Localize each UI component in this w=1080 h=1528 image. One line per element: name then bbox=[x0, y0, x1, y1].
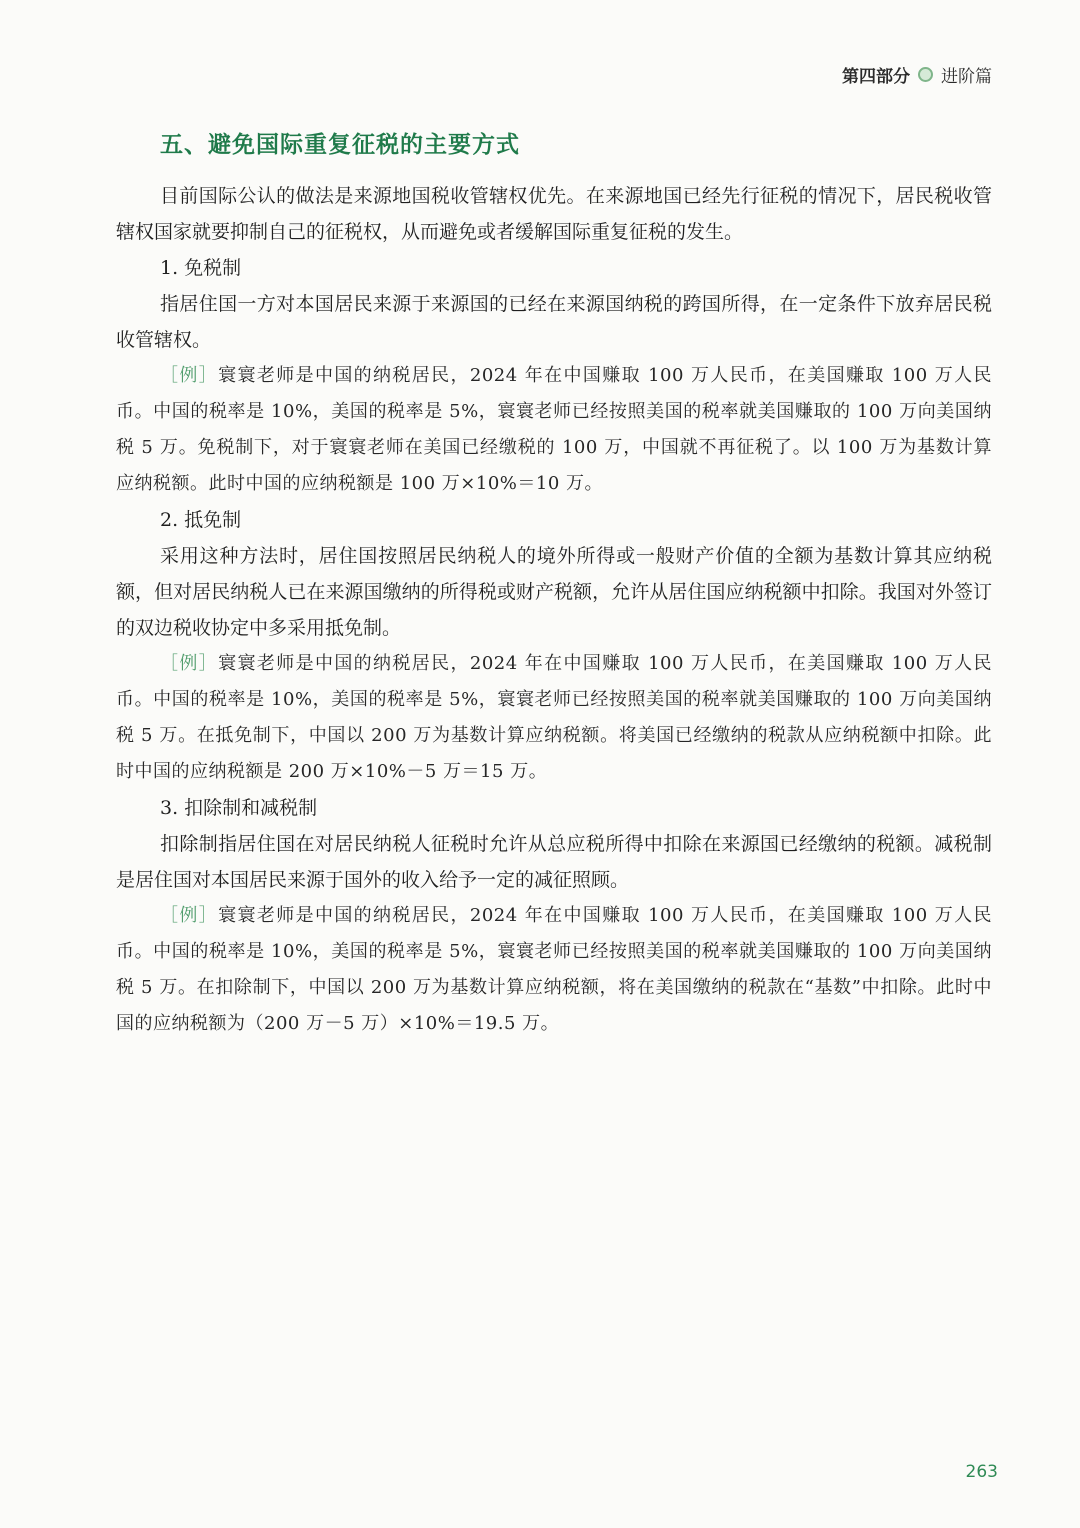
item-number: 3. bbox=[160, 797, 179, 819]
example-tag: ［例］ bbox=[160, 905, 219, 926]
example-paragraph-2 bbox=[116, 646, 992, 790]
item-number: 2. bbox=[160, 509, 179, 531]
item-heading-1 bbox=[116, 250, 992, 286]
item-number: 1. bbox=[160, 257, 179, 279]
example-tag: ［例］ bbox=[160, 653, 219, 674]
section-title: 五、避免国际重复征税的主要方式 bbox=[160, 132, 520, 158]
page-number: 263 bbox=[965, 1462, 998, 1482]
intro-paragraph: 目前国际公认的做法是来源地国税收管辖权优先。在来源地国已经先行征税的情况下，居民税收管辖权国家就要抑制自己的征税权，从而避免或者缓解国际重复征税的发生。 bbox=[116, 185, 992, 243]
circle-bullet-icon bbox=[918, 67, 933, 82]
example-tag: ［例］ bbox=[160, 365, 219, 386]
running-header bbox=[842, 62, 992, 87]
part-label: 第四部分 bbox=[842, 67, 910, 87]
example-text: 寰寰老师是中国的纳税居民，2024 年在中国赚取 100 万人民币，在美国赚取 100 万人民币。中国的税率是 10%，美国的税率是 5%，寰寰老师已经按照美国的税率就美国赚取的 100 万向美国纳税 5 万。在抵免制下，中国以 200 万为基数计算应纳税额。将美国已经缴纳的税款从应纳税额中扣除。此时中国的应纳税额是 200 万×10%－5 万＝15 万。 bbox=[116, 653, 992, 782]
example-text: 寰寰老师是中国的纳税居民，2024 年在中国赚取 100 万人民币，在美国赚取 100 万人民币。中国的税率是 10%，美国的税率是 5%，寰寰老师已经按照美国的税率就美国赚取的 100 万向美国纳税 5 万。免税制下，对于寰寰老师在美国已经缴税的 100 万，中国就不再征税了。以 100 万为基数计算应纳税额。此时中国的应纳税额是 100 万×10%＝10 万。 bbox=[116, 365, 992, 494]
item-heading-3 bbox=[116, 790, 992, 826]
item-heading-text: 免税制 bbox=[184, 257, 242, 279]
example-paragraph-3 bbox=[116, 898, 992, 1042]
item-definition-1: 指居住国一方对本国居民来源于来源国的已经在来源国纳税的跨国所得，在一定条件下放弃居民税收管辖权。 bbox=[116, 293, 992, 351]
section-label: 进阶篇 bbox=[941, 67, 992, 87]
page-content bbox=[116, 178, 992, 1042]
example-paragraph-1 bbox=[116, 358, 992, 502]
item-heading-2 bbox=[116, 502, 992, 538]
item-heading-text: 抵免制 bbox=[184, 509, 242, 531]
item-heading-text: 扣除制和减税制 bbox=[184, 797, 318, 819]
example-text: 寰寰老师是中国的纳税居民，2024 年在中国赚取 100 万人民币，在美国赚取 100 万人民币。中国的税率是 10%，美国的税率是 5%，寰寰老师已经按照美国的税率就美国赚取的 100 万向美国纳税 5 万。在扣除制下，中国以 200 万为基数计算应纳税额，将在美国缴纳的税款在“基数”中扣除。此时中国的应纳税额为（200 万－5 万）×10%＝19.5 万。 bbox=[116, 905, 992, 1034]
item-definition-2: 采用这种方法时，居住国按照居民纳税人的境外所得或一般财产价值的全额为基数计算其应纳税额，但对居民纳税人已在来源国缴纳的所得税或财产税额，允许从居住国应纳税额中扣除。我国对外签订的双边税收协定中多采用抵免制。 bbox=[116, 545, 992, 639]
item-definition-3: 扣除制指居住国在对居民纳税人征税时允许从总应税所得中扣除在来源国已经缴纳的税额。减税制是居住国对本国居民来源于国外的收入给予一定的减征照顾。 bbox=[116, 833, 992, 891]
